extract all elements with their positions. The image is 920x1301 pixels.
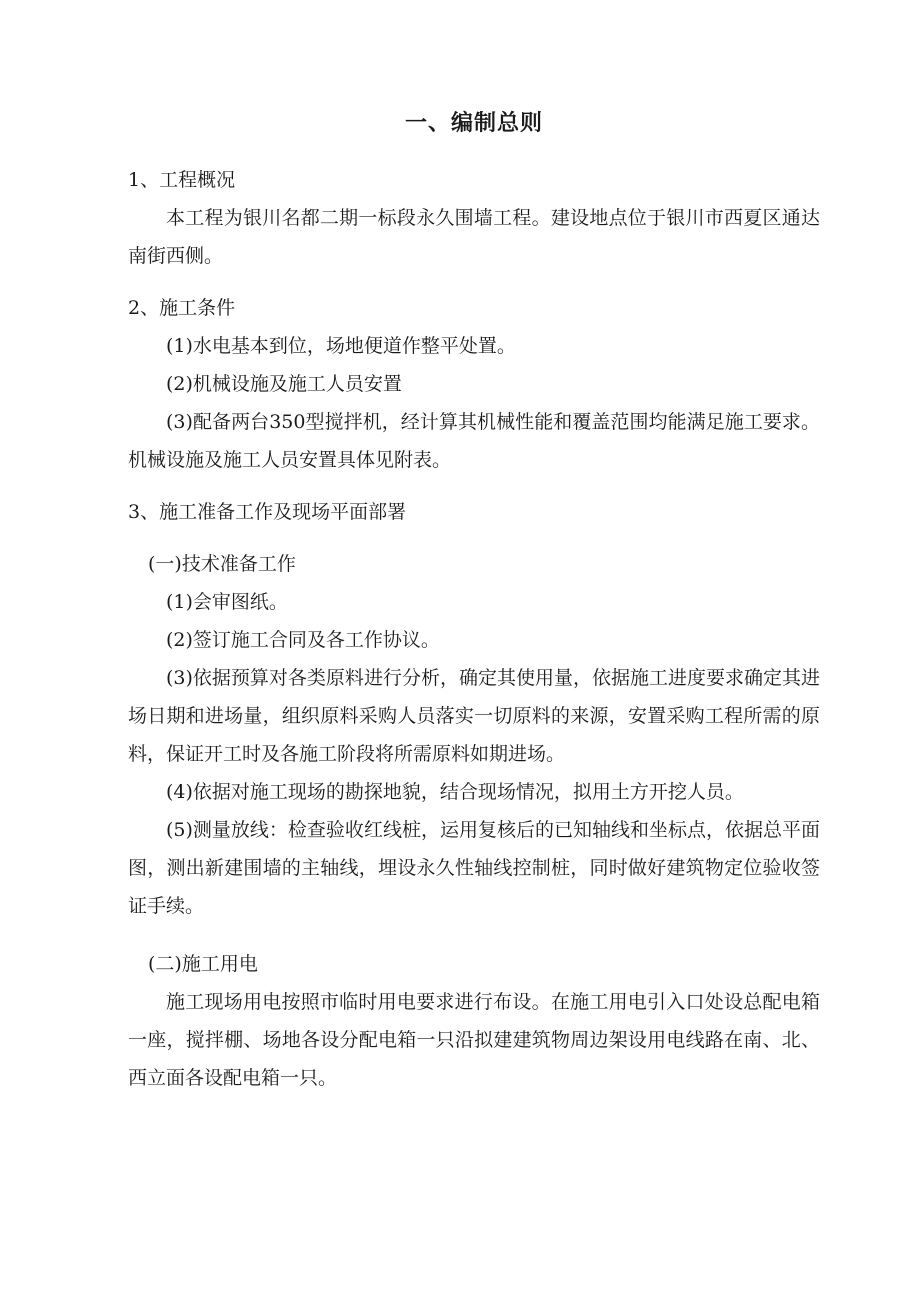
section-1-paragraph: 本工程为银川名都二期一标段永久围墙工程。建设地点位于银川市西夏区通达南街西侧。 <box>128 207 820 267</box>
subsection-1-item-1: (1)会审图纸。 <box>166 591 288 613</box>
section-1-heading: 1、工程概况 <box>128 169 236 191</box>
subsection-1-item-5: (5)测量放线：检查验收红线桩，运用复核后的已知轴线和坐标点，依据总平面图，测出新建围墙的主轴线，埋设永久性轴线控制桩，同时做好建筑物定位验收签证手续。 <box>128 819 820 917</box>
section-3-heading: 3、施工准备工作及现场平面部署 <box>128 501 407 523</box>
subsection-1-heading: (一)技术准备工作 <box>148 553 296 575</box>
subsection-1-item-2: (2)签订施工合同及各工作协议。 <box>166 629 440 651</box>
section-2-item-1: (1)水电基本到位，场地便道作整平处置。 <box>166 335 516 357</box>
document-title: 一、编制总则 <box>404 110 543 136</box>
section-2-heading: 2、施工条件 <box>128 297 236 319</box>
subsection-1-item-3: (3)依据预算对各类原料进行分析，确定其使用量，依据施工进度要求确定其进场日期和进场量，组织原料采购人员落实一切原料的来源，安置采购工程所需的原料，保证开工时及各施工阶段将所需原料如期进场。 <box>128 667 820 765</box>
section-2-item-3: (3)配备两台350型搅拌机，经计算其机械性能和覆盖范围均能满足施工要求。机械设施及施工人员安置具体见附表。 <box>128 411 820 471</box>
subsection-2-heading: (二)施工用电 <box>148 953 258 975</box>
subsection-1-item-4: (4)依据对施工现场的勘探地貌，结合现场情况，拟用土方开挖人员。 <box>166 781 744 803</box>
section-2-item-2: (2)机械设施及施工人员安置 <box>166 373 402 395</box>
subsection-2-paragraph: 施工现场用电按照市临时用电要求进行布设。在施工用电引入口处设总配电箱一座，搅拌棚、场地各设分配电箱一只沿拟建建筑物周边架设用电线路在南、北、西立面各设配电箱一只。 <box>128 991 820 1089</box>
